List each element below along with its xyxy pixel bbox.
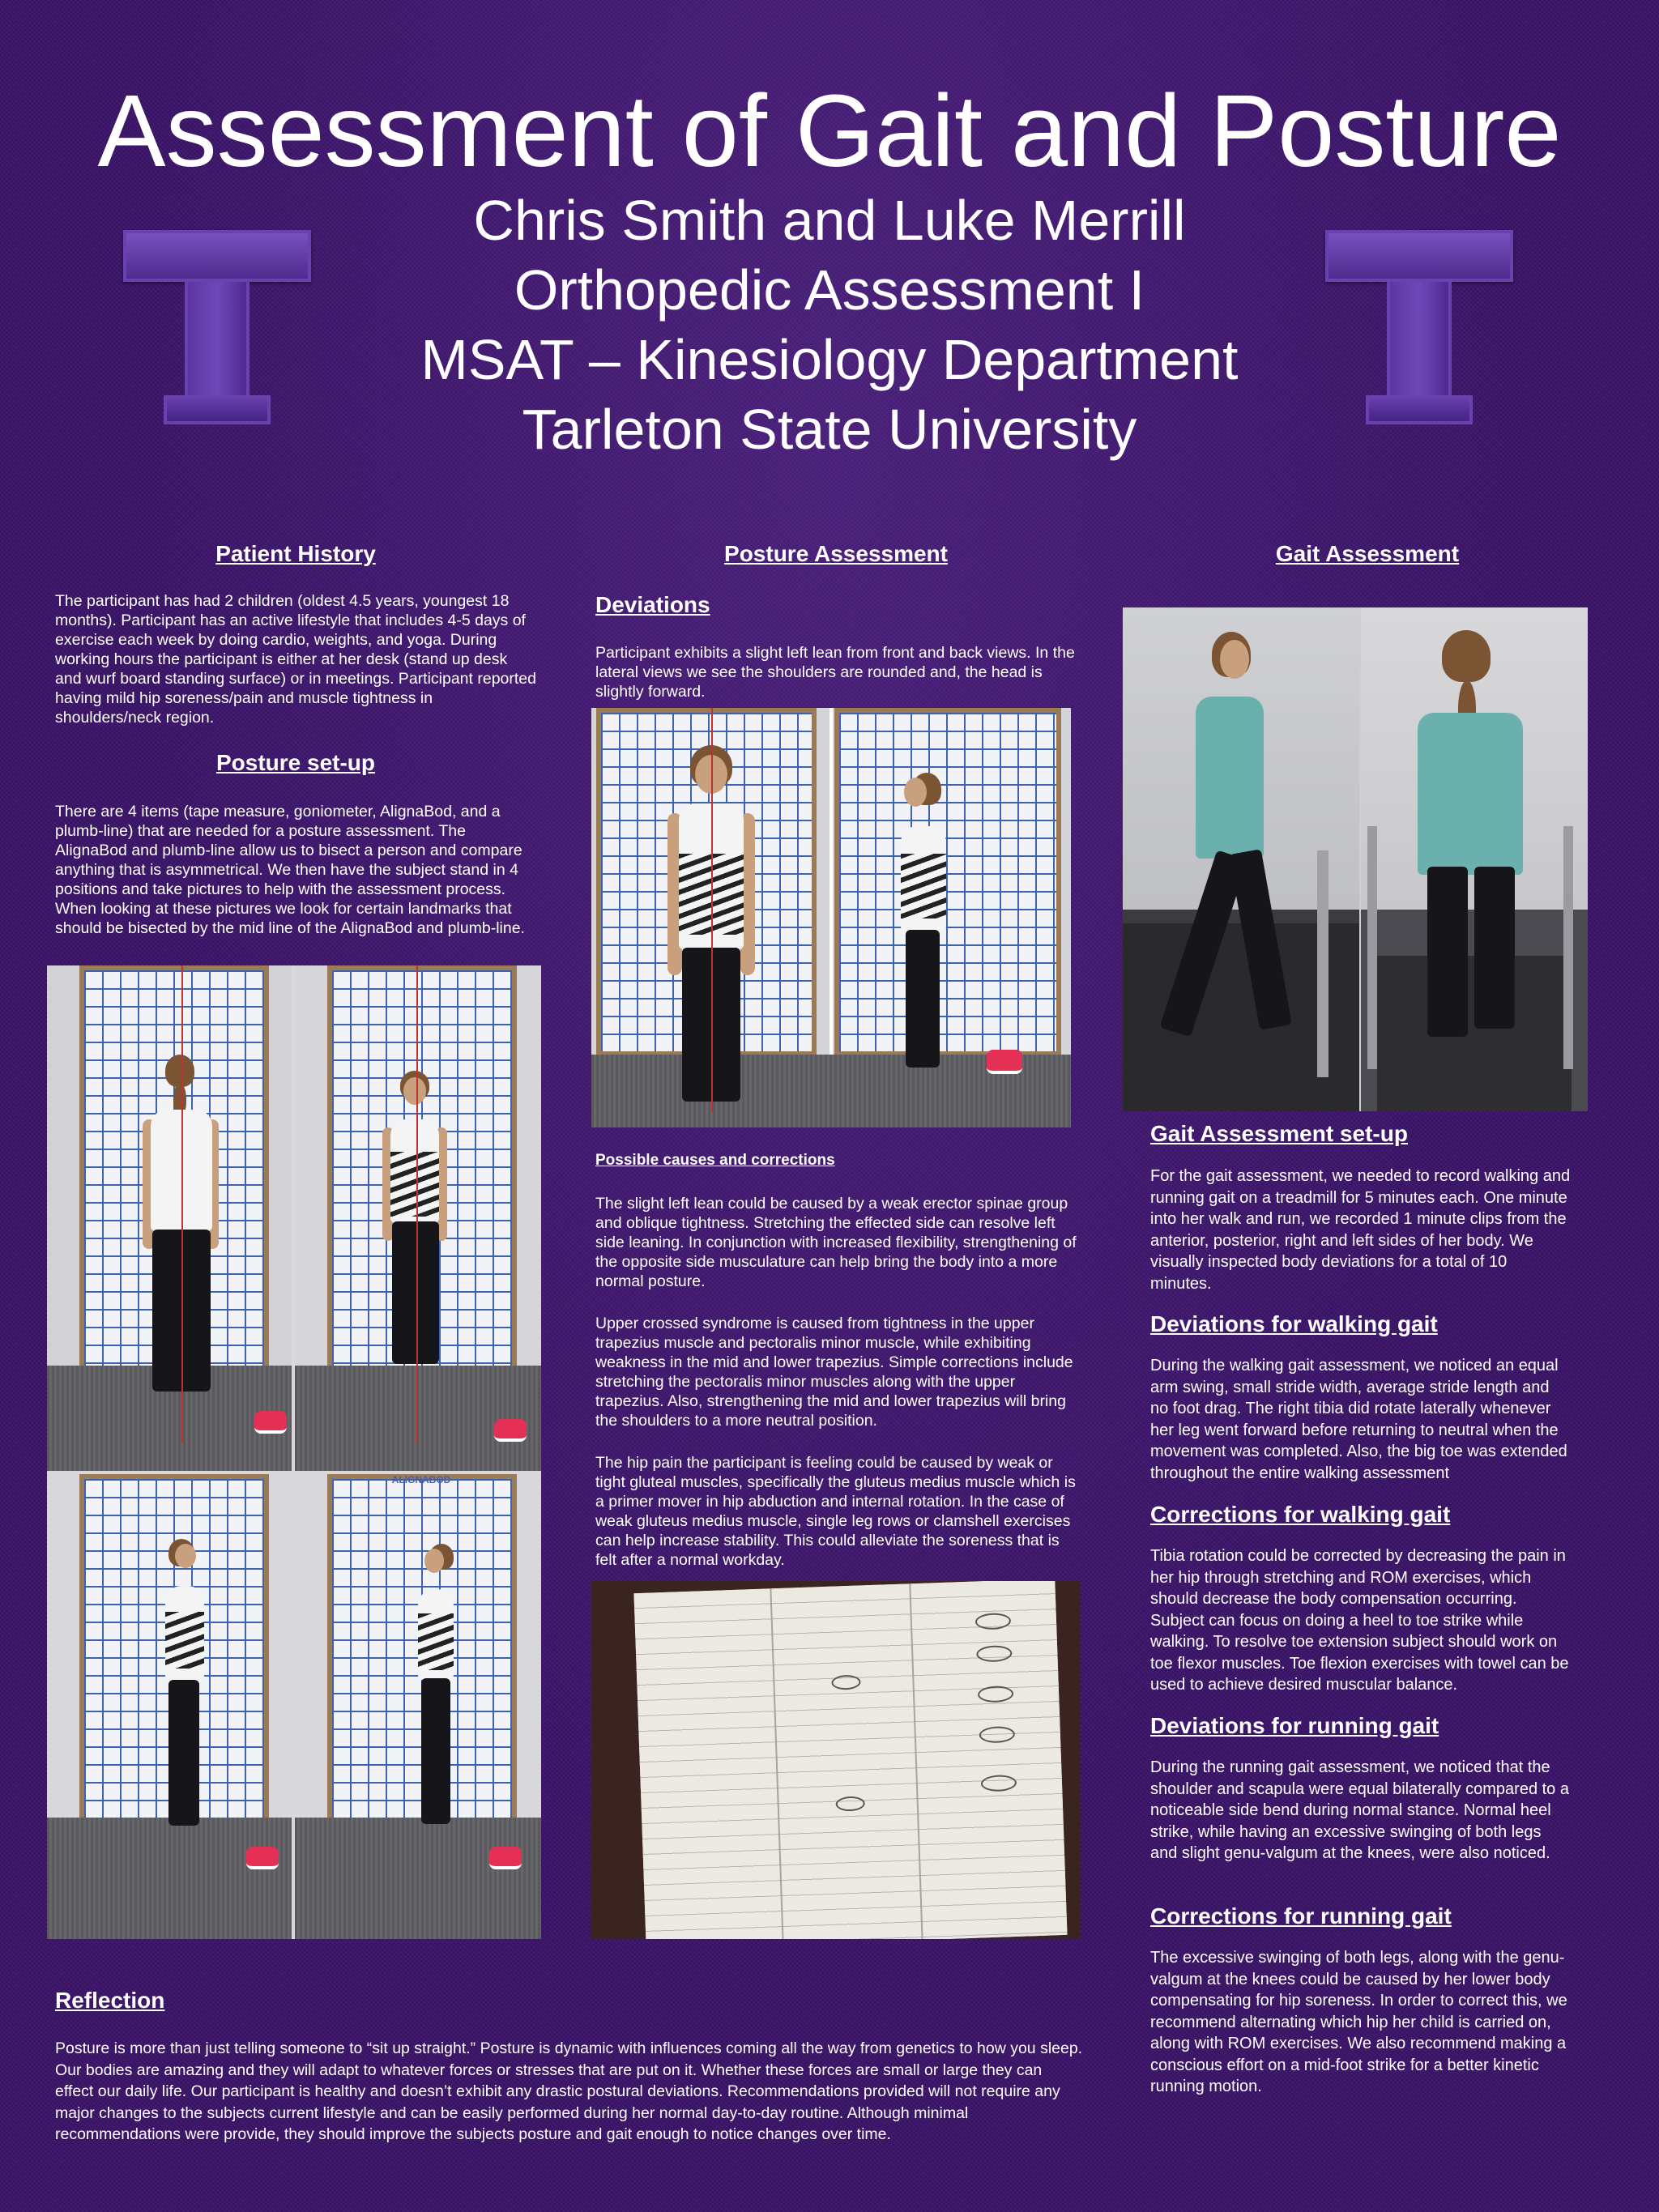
gait-assessment-heading: Gait Assessment (1275, 541, 1460, 566)
walking-deviations-heading: Deviations for walking gait (1150, 1311, 1438, 1336)
alignabod-label: ALIGNABOD (391, 1474, 451, 1485)
deviations-heading: Deviations (595, 592, 710, 617)
posture-deviation-photo (591, 708, 1071, 1127)
posture-assessment-heading: Posture Assessment (724, 541, 948, 566)
walking-corrections-heading: Corrections for walking gait (1150, 1502, 1451, 1527)
running-deviations-text: During the running gait assessment, we noticed that the shoulder and scapula were equal bilaterally compared to a noticeable side bend during normal stance. Normal heel strike, while having an excessive swinging of both legs and slight genu-valgum at the knees, were also noticed. (1150, 1758, 1569, 1862)
poster-title: Assessment of Gait and Posture (97, 74, 1562, 188)
running-corrections-heading: Corrections for running gait (1150, 1903, 1452, 1929)
gait-setup-text: For the gait assessment, we needed to record walking and running gait on a treadmill for 5 minutes each. One minute into her walk and run, we recorded 1 minute clips from the anterior, posterior, right and left sides of her body. We visually inspected body deviations for a total of 10 minutes. (1150, 1167, 1571, 1293)
patient-history-text: The participant has had 2 children (oldest 4.5 years, youngest 18 months). Participant has an active lifestyle that includes 4-5 days of exercise each week by doing cardio, weights, and yoga. During working hours the participant is either at her desk (stand up desk and wurf board standing surface) or in meetings. Participant reported having mild hip soreness/pain and muscle tightness in shoulders/neck region. (55, 592, 536, 727)
anterior-view-photo (295, 965, 541, 1471)
tarleton-t-logo-left (123, 230, 311, 424)
walking-corrections-text: Tibia rotation could be corrected by decreasing the pain in her hip through stretching and ROM exercises, which should decrease the body compensation occurring. Subject can focus on doing a heel to toe strike while walking. To resolve toe extension subject should work on toe flexor muscles. Toe flexion exercises with towel can be used to achieve desired muscular balance. (1150, 1547, 1569, 1694)
left-lateral-view-photo (295, 1474, 541, 1939)
gait-posterior-view (1361, 607, 1588, 1111)
assessment-form-photo (591, 1581, 1081, 1939)
right-lateral-view-photo (47, 1474, 292, 1939)
authors: Chris Smith and Luke Merrill (473, 189, 1186, 252)
running-corrections-text: The excessive swinging of both legs, along with the genu-valgum at the knees could be caused by her lower body compensating for hip soreness. In order to correct this, we recommend alternating which hip her child is carried on, along with ROM exercises. We also recommend making a conscious effort on a mid-foot strike for a better kinetic running motion. (1150, 1949, 1567, 2095)
posture-setup-heading: Posture set-up (215, 750, 376, 775)
tarleton-t-logo-right (1325, 230, 1513, 424)
patient-history-heading: Patient History (215, 541, 376, 566)
causes-paragraph-3: The hip pain the participant is feeling could be caused by weak or tight gluteal muscles, specifically the gluteus medius muscle which is a primer mover in hip abduction and internal rotation. In the case of weak gluteus medius muscle, single leg rows or clamshell exercises can help increase stability. This could alleviate the soreness that is felt after a normal workday. (595, 1454, 1076, 1569)
gait-treadmill-photo (1123, 607, 1588, 1111)
causes-paragraph-2: Upper crossed syndrome is caused from tightness in the upper trapezius muscle and pectoralis minor muscle, while exhibiting weakness in the mid and lower trapezius. Simple corrections include stretching the pectoralis minor muscles along with the upper trapezius. Also, strengthening the mid and lower trapezius will bring the shoulders to a more neutral position. (595, 1315, 1073, 1430)
causes-paragraph-1: The slight left lean could be caused by a weak erector spinae group and oblique tightness. Stretching the effected side can resolve left side leaning. In conjunction with increased flexibility, strengthening of the opposite side musculature can help bring the body into a more normal posture. (595, 1195, 1077, 1290)
walking-deviations-text: During the walking gait assessment, we noticed an equal arm swing, small stride width, average stride length and no foot drag. The right tibia did rotate laterally whenever her leg went forward before returning to neutral when the movement was completed. Also, the big toe was extended throughout the entire walking assessment (1150, 1357, 1567, 1482)
department: MSAT – Kinesiology Department (420, 328, 1239, 391)
posture-setup-text: There are 4 items (tape measure, goniometer, AlignaBod, and a plumb-line) that are needed for a posture assessment. The AlignaBod and plumb-line allow us to bisect a person and compare anything that is asymmetrical. We then have the subject stand in 4 positions and take pictures to help with the assessment process. When looking at these pictures we look for certain landmarks that should be bisected by the mid line of the AlignaBod and plumb-line. (55, 803, 525, 937)
possible-causes-heading: Possible causes and corrections (595, 1152, 835, 1169)
running-deviations-heading: Deviations for running gait (1150, 1713, 1439, 1738)
reflection-heading: Reflection (55, 1988, 165, 2013)
posterior-view-photo (47, 965, 292, 1471)
deviations-text: Participant exhibits a slight left lean from front and back views. In the lateral views we see the shoulders are rounded and, the head is slightly forward. (595, 644, 1075, 701)
course-name: Orthopedic Assessment I (514, 258, 1145, 322)
reflection-text: Posture is more than just telling someone to “sit up straight.” Posture is dynamic with influences coming all the way from genetics to how you sleep. Our bodies are amazing and they will adapt to whatever forces or stresses that are put on it. Whether these forces are small or large they can effect our daily life. Our participant is healthy and doesn’t exhibit any drastic postural deviations. Recommendations provided will not require any major changes to the subjects current lifestyle and can be easily performed during her normal day-to-day routine. Although minimal recommendations were provide, they should improve the subjects posture and gait enough to notice changes over time. (55, 2039, 1083, 2143)
university: Tarleton State University (522, 398, 1137, 461)
posture-setup-photo-collage (47, 965, 541, 1939)
gait-setup-heading: Gait Assessment set-up (1150, 1121, 1408, 1146)
gait-lateral-view (1123, 607, 1359, 1111)
